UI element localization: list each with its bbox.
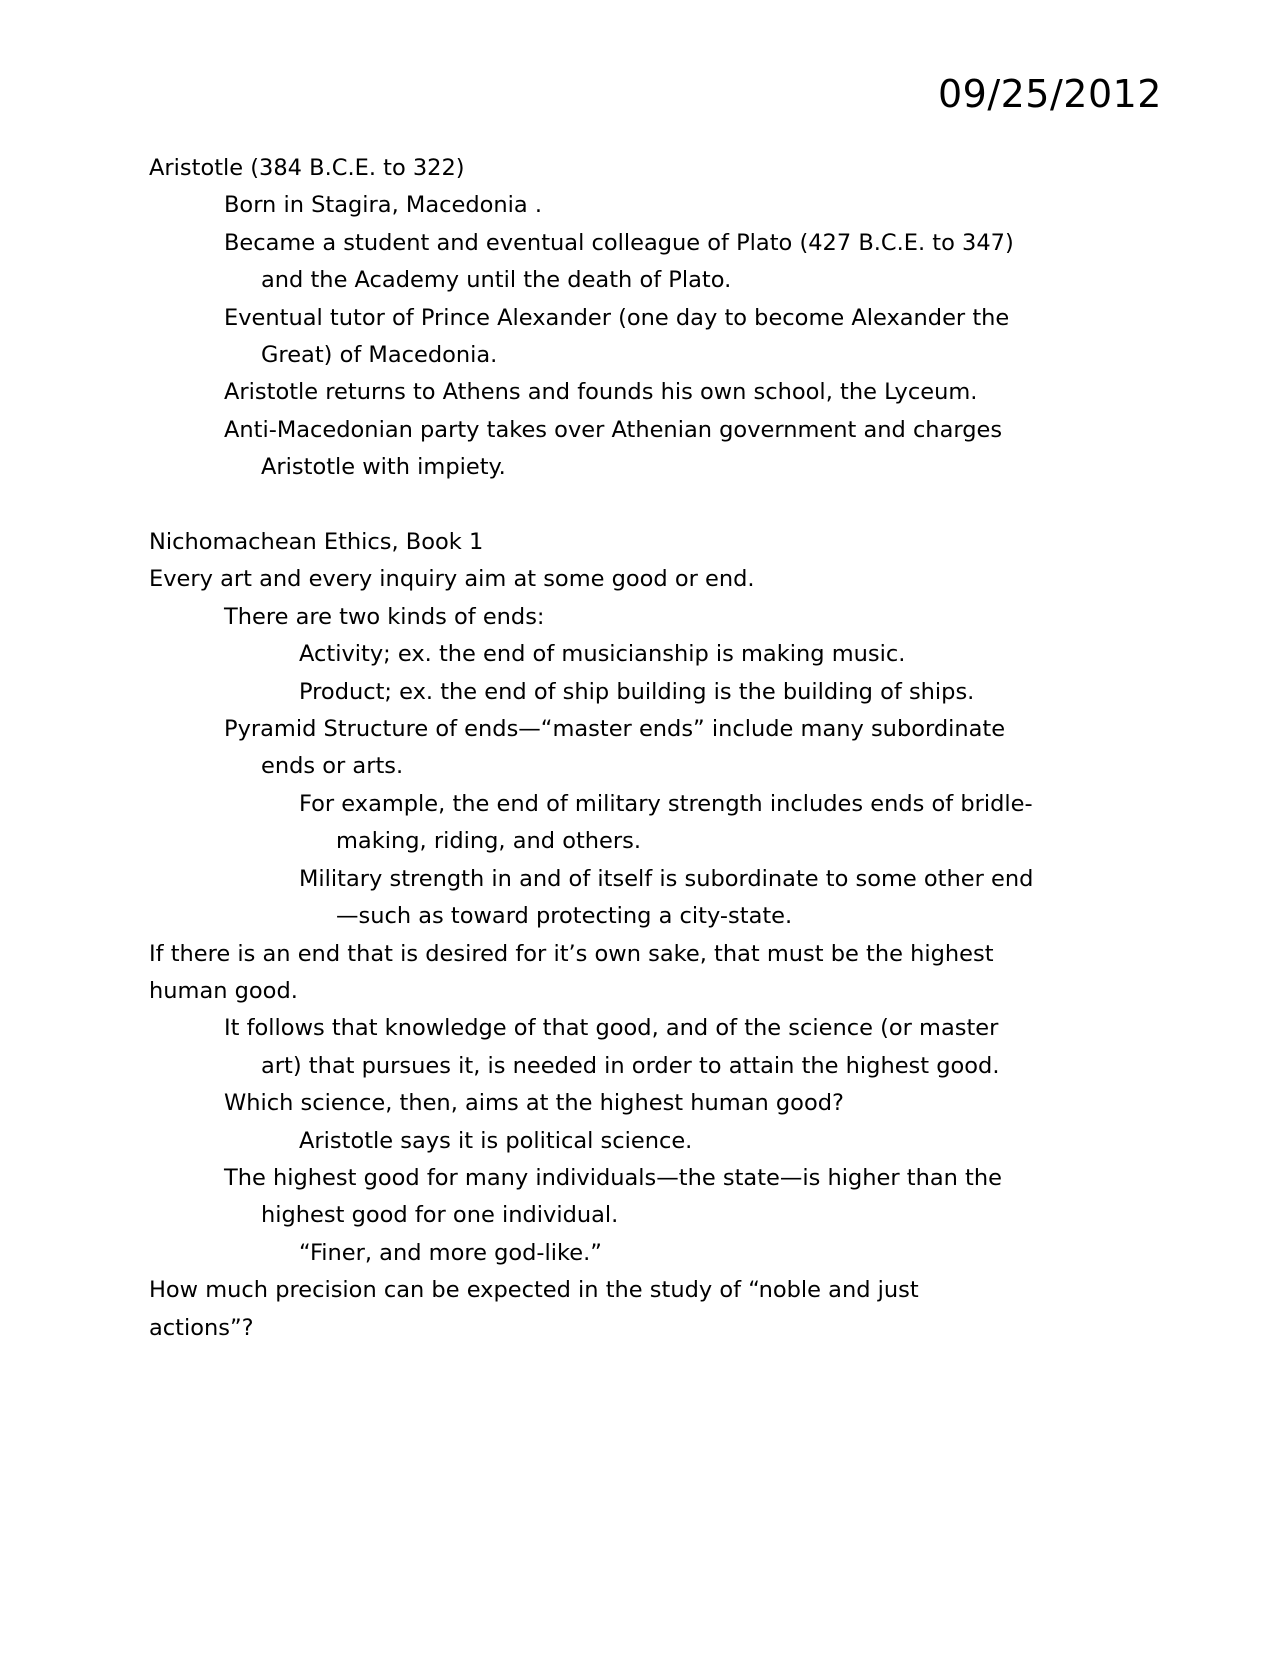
note-line: Aristotle says it is political science.: [299, 1127, 693, 1154]
note-line: How much precision can be expected in the study of “noble and just: [149, 1277, 919, 1304]
note-line: human good.: [149, 977, 298, 1004]
note-line: Eventual tutor of Prince Alexander (one day to become Alexander the: [224, 304, 1010, 331]
note-line: making, riding, and others.: [336, 828, 642, 855]
note-line: Born in Stagira, Macedonia .: [224, 192, 542, 219]
note-line: actions”?: [149, 1314, 254, 1341]
note-line: For example, the end of military strength includes ends of bridle-: [299, 790, 1033, 817]
note-line: —such as toward protecting a city-state.: [336, 903, 793, 930]
note-line: Activity; ex. the end of musicianship is making music.: [299, 641, 906, 668]
note-line: The highest good for many individuals—the state—is higher than the: [224, 1164, 1002, 1191]
note-line: Anti-Macedonian party takes over Athenian government and charges: [224, 416, 1003, 443]
note-line: If there is an end that is desired for it’s own sake, that must be the highest: [149, 940, 994, 967]
note-line: Great) of Macedonia.: [261, 342, 498, 369]
note-line: Aristotle (384 B.C.E. to 322): [149, 155, 465, 181]
note-line: Pyramid Structure of ends—“master ends” include many subordinate: [224, 716, 1006, 743]
note-line: There are two kinds of ends:: [224, 603, 545, 630]
note-line: Aristotle with impiety.: [261, 454, 506, 481]
note-line: ends or arts.: [261, 753, 404, 780]
note-line: Became a student and eventual colleague of Plato (427 B.C.E. to 347): [224, 229, 1014, 256]
note-line: art) that pursues it, is needed in order to attain the highest good.: [261, 1052, 1000, 1079]
section-heading: Nichomachean Ethics, Book 1: [149, 529, 484, 556]
note-line: “Finer, and more god-like.”: [299, 1239, 602, 1266]
lecture-notes: [149, 150, 1149, 1347]
note-line: Military strength in and of itself is subordinate to some other end: [299, 865, 1034, 892]
note-line: It follows that knowledge of that good, and of the science (or master: [224, 1015, 999, 1042]
note-line: Product; ex. the end of ship building is the building of ships.: [299, 678, 975, 705]
note-line: Aristotle returns to Athens and founds his own school, the Lyceum.: [224, 379, 978, 406]
note-line: and the Academy until the death of Plato.: [261, 267, 732, 294]
blank-line: [149, 487, 1149, 524]
note-line: highest good for one individual.: [261, 1202, 619, 1229]
document-date: 09/25/2012: [937, 72, 1162, 116]
note-line: Which science, then, aims at the highest human good?: [224, 1090, 844, 1117]
note-line: Every art and every inquiry aim at some good or end.: [149, 566, 755, 593]
